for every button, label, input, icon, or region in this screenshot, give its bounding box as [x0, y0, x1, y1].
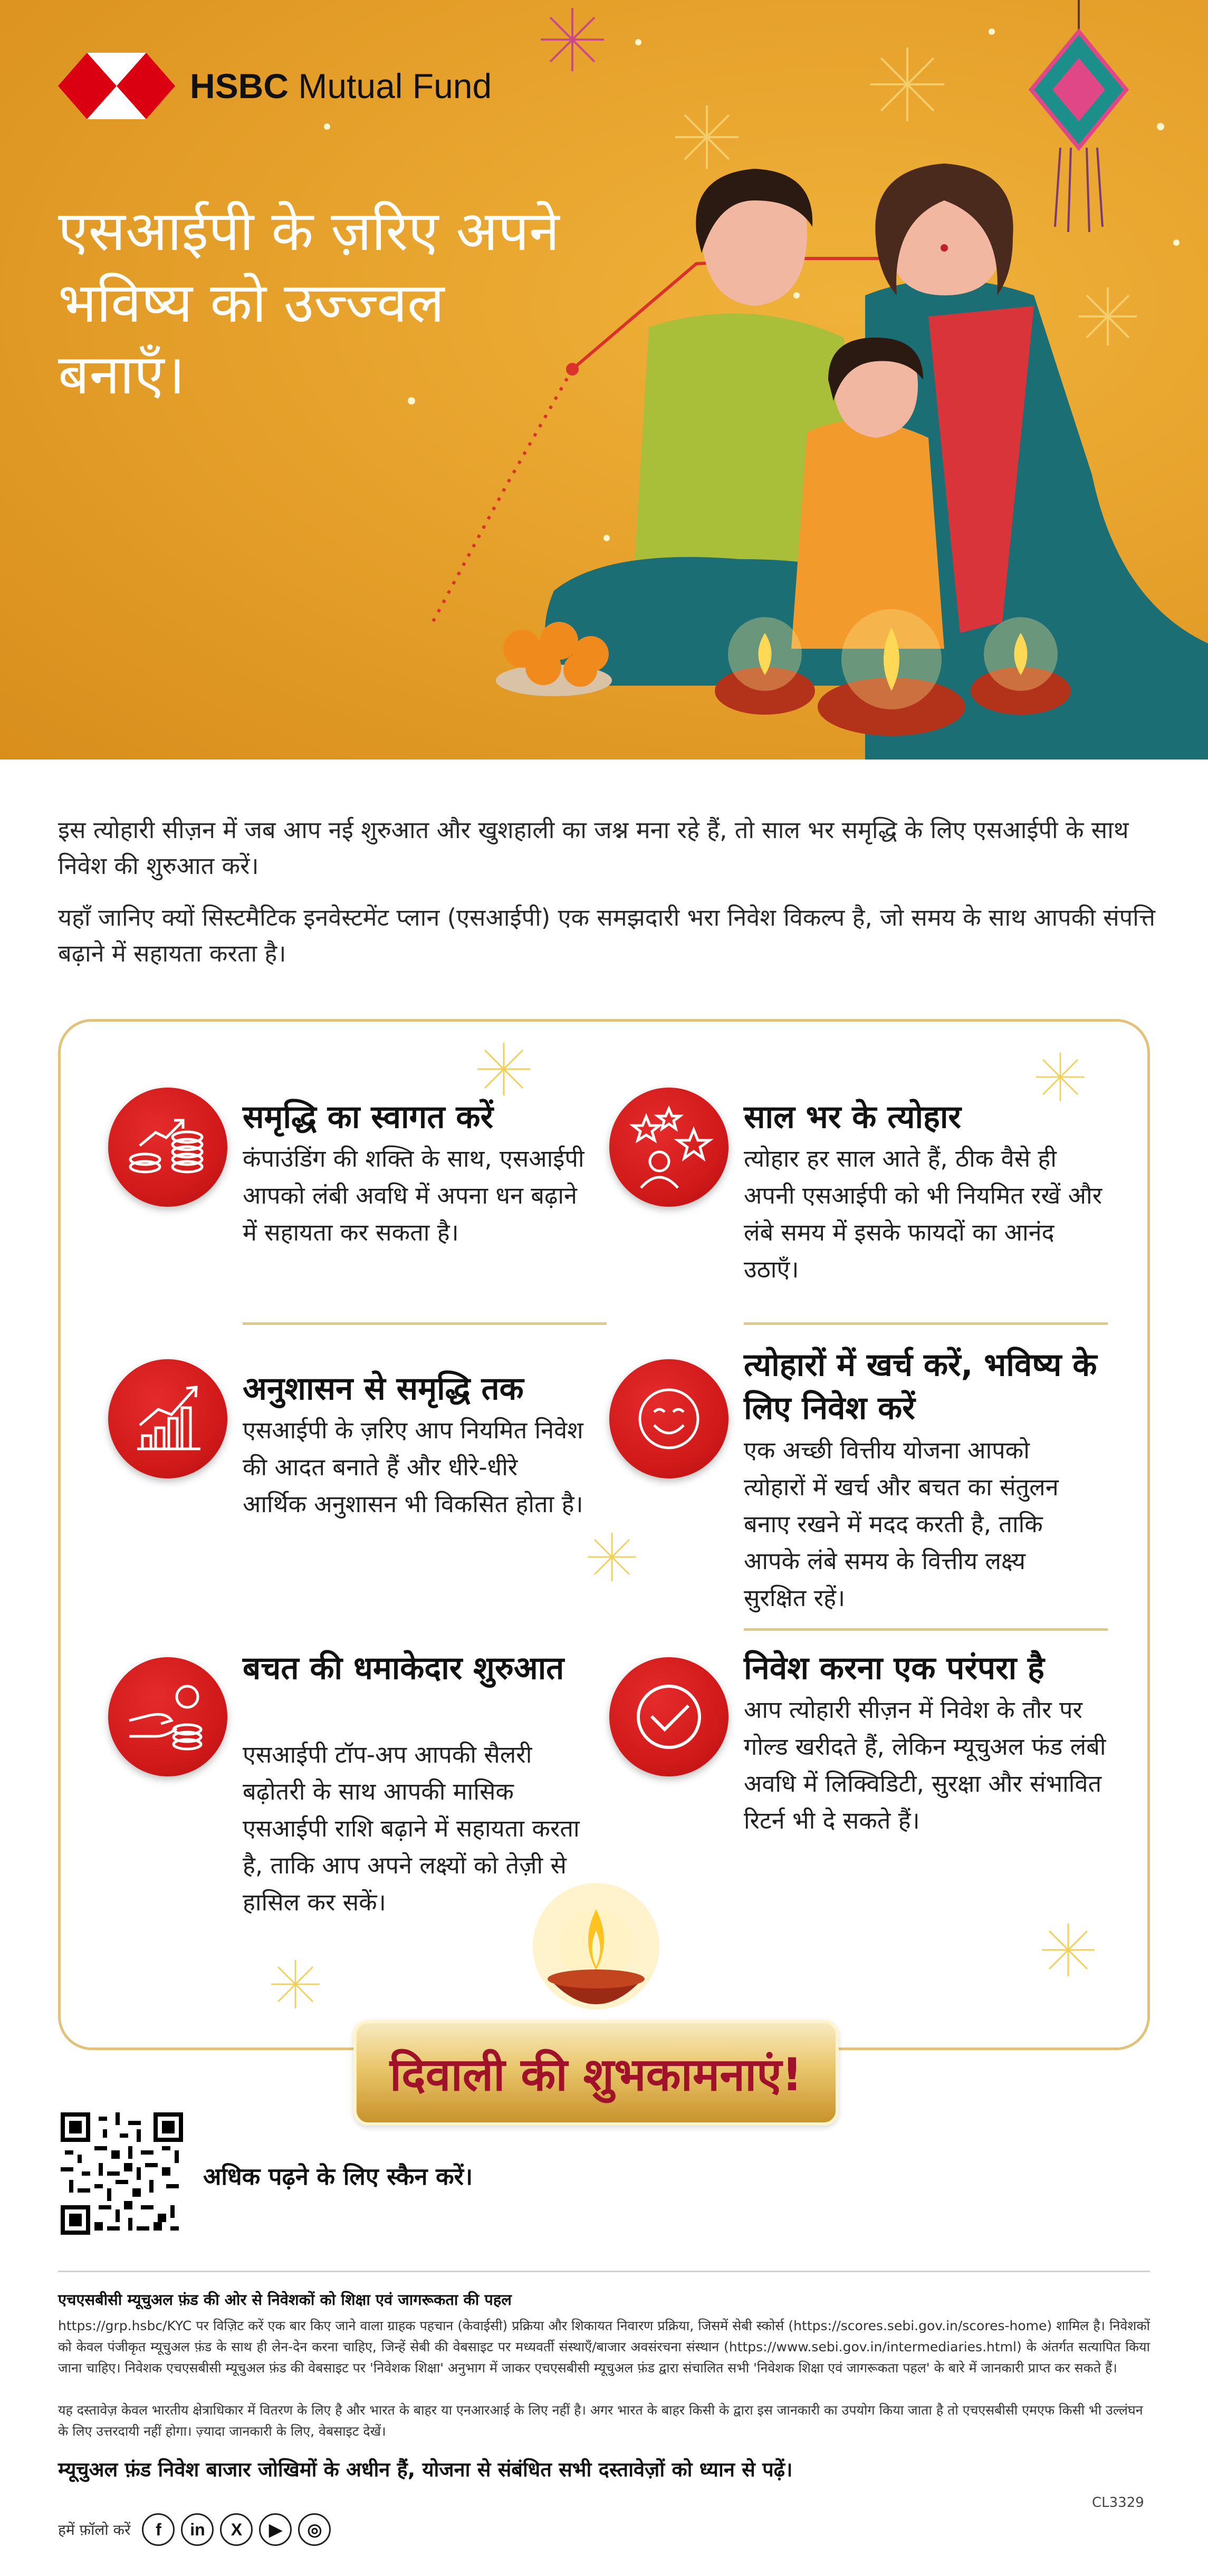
check-icon: [609, 1657, 728, 1776]
divider: [744, 1322, 1108, 1325]
risk-statement: म्यूचुअल फ़ंड निवेश बाजार जोखिमों के अधीन हैं, योजना से संबंधित सभी दस्तावेज़ों को ध्यान से पढ़ें।: [58, 2458, 793, 2481]
sparkle-icon: [266, 1955, 324, 2013]
x-icon[interactable]: X: [220, 2513, 253, 2546]
benefit-title: साल भर के त्योहार: [744, 1099, 961, 1136]
benefit-text: कंपाउंडिंग की शक्ति के साथ, एसआईपी आपको लंबी अवधि में अपना धन बढ़ाने में सहायता कर सकता है।: [243, 1145, 584, 1246]
qr-code[interactable]: [61, 2112, 183, 2235]
intro-paragraph-1: इस त्योहारी सीज़न में जब आप नई शुरुआत और खुशहाली का जश्न मना रहे हैं, तो साल भर समृद्धि के लिए एसआईपी के साथ निवेश की शुरुआत करें।: [58, 816, 1129, 880]
intro-paragraph-2: यहाँ जानिए क्यों सिस्टमैटिक इनवेस्टमेंट प्लान (एसआईपी) एक समझदारी भरा निवेश विकल्प है, जो समय के साथ आपकी संपत्ति बढ़ाने में सहायता करता है।: [58, 903, 1155, 967]
benefit-text: एसआईपी के ज़रिए आप नियमित निवेश की आदत बनाते हैं और धीरे-धीरे आर्थिक अनुशासन भी विकसित होता है।: [243, 1416, 583, 1518]
brand-name: HSBC Mutual Fund: [190, 66, 492, 105]
footer-disclaimer-1: https://grp.hsbc/KYC पर विज़िट करें एक बार किए जाने वाला ग्राहक पहचान (केवाईसी) प्रक्रिया और शिकायत निवारण प्रक्रिया, जिसमें सेबी स्कोर्स (https://scores.sebi.gov.in/scores-home) शामिल है। निवेशकों को केवल पंजीकृत म्यूचुअल फ़ंड के साथ ही लेन-देन करना चाहिए, जिन्हें सेबी की वेबसाइट पर मध्यवर्ती संस्थाएँ/बाजार अवसंरचना संस्थान (https://www.sebi.gov.in/intermediaries.html) के अंतर्गत सत्यापित किया जाना चाहिए। निवेशक एचएसबीसी म्यूचुअल फ़ंड की वेबसाइट पर 'निवेशक शिक्षा' अनुभाग में जाकर एचएसबीसी म्यूचुअल फ़ंड द्वारा संचालित सभी 'निवेशक शिक्षा एवं जागरूकता पहल' के बारे में जानकारी प्राप्त कर सकते हैं।: [58, 2318, 1150, 2376]
footer-divider: [58, 2271, 1150, 2272]
hsbc-logo[interactable]: [58, 53, 492, 119]
bar-chart-growth-icon: [108, 1359, 227, 1478]
youtube-icon[interactable]: ▶: [259, 2513, 292, 2546]
footer-heading: एचएसबीसी म्यूचुअल फ़ंड की ओर से निवेशकों को शिक्षा एवं जागरूकता की पहल: [58, 2291, 512, 2309]
intro-section: [58, 812, 1161, 987]
qr-caption: अधिक पढ़ने के लिए स्कैन करें।: [203, 2162, 473, 2190]
sparkle-icon: [472, 1037, 535, 1101]
document-code: CL3329: [1092, 2495, 1144, 2511]
diwali-greeting: [353, 1878, 839, 2099]
footer-disclaimer-2: यह दस्तावेज़ केवल भारतीय क्षेत्राधिकार में वितरण के लिए है और भारत के बाहर या एनआरआई के लिए नहीं है। अगर भारत के बाहर किसी के द्वारा इस जानकारी का उपयोग किया जाता है तो एचएसबीसी एमएफ किसी भी उल्लंघन के लिए उत्तरदायी नहीं होगा। ज़्यादा जानकारी के लिए, वेबसाइट देखें।: [58, 2402, 1143, 2439]
benefit-text: आप त्योहारी सीज़न में निवेश के तौर पर गोल्ड खरीदते हैं, लेकिन म्यूचुअल फंड लंबी अवधि में लिक्विडिटी, सुरक्षा और संभावित रिटर्न भी दे सकते हैं।: [744, 1696, 1106, 1834]
benefit-text: एक अच्छी वित्तीय योजना आपको त्योहारों में खर्च और बचत का संतुलन बनाए रखने में मदद करती है, ताकि आपके लंबे समय के वित्तीय लक्ष्य सुरक्षित रहें।: [744, 1436, 1059, 1612]
benefit-text: त्योहार हर साल आते हैं, ठीक वैसे ही अपनी एसआईपी को भी नियमित रखें और लंबे समय में इसके फायदों का आनंद उठाएँ।: [744, 1145, 1102, 1283]
greeting-banner: [353, 2020, 839, 2126]
greeting-text: दिवाली की शुभकामनाएं!: [389, 2048, 803, 2101]
benefit-title: समृद्धि का स्वागत करें: [243, 1099, 494, 1136]
coins-growth-icon: [108, 1088, 227, 1207]
benefit-text: एसआईपी टॉप-अप आपकी सैलरी बढ़ोतरी के साथ आपकी मासिक एसआईपी राशि बढ़ाने में सहायता करता है, ताकि आप अपने लक्ष्यों को तेज़ी से हासिल कर सकें।: [243, 1741, 580, 1916]
hero-banner: [0, 0, 1208, 760]
sparkle-icon: [1037, 1918, 1100, 1982]
benefit-title: त्योहारों में खर्च करें, भविष्य के लिए निवेश करें: [744, 1347, 1097, 1427]
linkedin-icon[interactable]: in: [181, 2513, 214, 2546]
hand-coins-icon: [108, 1657, 227, 1776]
hsbc-hexagon-icon: [58, 53, 175, 119]
follow-label: हमें फ़ॉलो करें: [58, 2521, 131, 2539]
instagram-icon[interactable]: ◎: [298, 2513, 331, 2546]
social-follow: [58, 2513, 337, 2546]
divider: [243, 1322, 607, 1325]
hero-title: एसआईपी के ज़रिए अपने भविष्य को उज्ज्वल बनाएँ।: [58, 199, 560, 407]
benefit-title: बचत की धमाकेदार शुरुआत: [243, 1650, 564, 1687]
stars-person-icon: [609, 1088, 728, 1207]
sparkle-icon: [583, 1528, 641, 1586]
facebook-icon[interactable]: f: [142, 2513, 175, 2546]
divider: [744, 1628, 1108, 1631]
diya-icon: [528, 1878, 665, 2031]
smiley-icon: [609, 1359, 728, 1478]
benefit-title: अनुशासन से समृद्धि तक: [243, 1370, 524, 1407]
benefit-title: निवेश करना एक परंपरा है: [744, 1650, 1044, 1687]
